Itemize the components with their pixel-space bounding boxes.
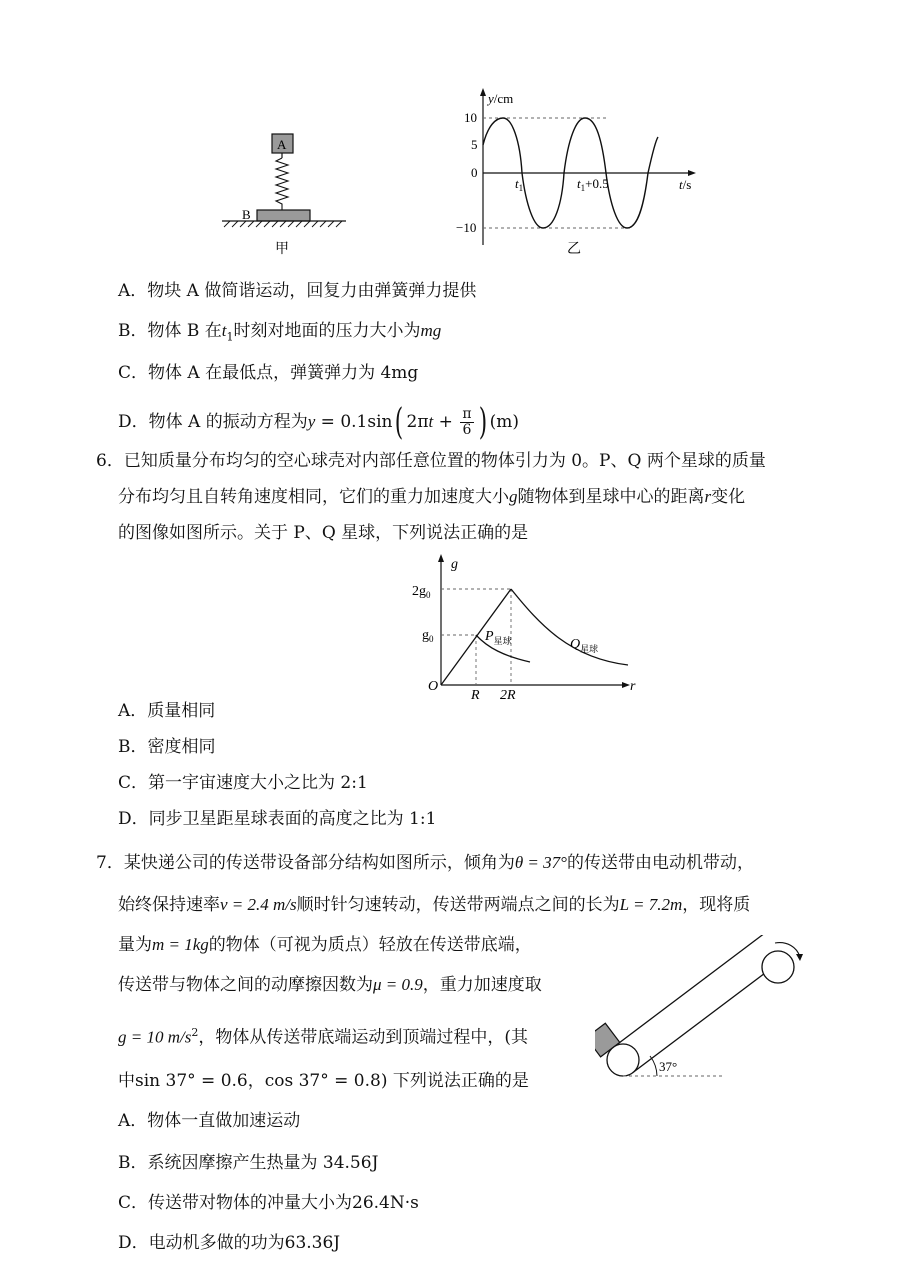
q6-stem-line2 — [118, 486, 745, 508]
spring — [276, 158, 288, 210]
q7-l6-post: ) 下列说法正确的是 — [380, 1071, 529, 1091]
q7-l4-eq: μ = 0.9 — [373, 975, 423, 994]
q7-l2-eq: v = 2.4 m/s — [220, 895, 297, 914]
q7-l6-eq1: sin 37° = 0.6 — [135, 1071, 248, 1091]
r-axis-arrow — [622, 682, 630, 688]
origin-label: O — [428, 679, 439, 694]
q7-l3-post: 的物体（可视为质点）轻放在传送带底端， — [208, 935, 532, 955]
q5-option-d-t: t — [428, 412, 434, 431]
q7-l2-eq2: L = 7.2m — [619, 895, 683, 914]
q5-option-b[interactable] — [118, 320, 441, 348]
tick-2R: 2R — [500, 688, 516, 700]
q7-stem-line6 — [118, 1070, 529, 1092]
q6-l2-pre: 分布均匀且自转角速度相同，它们的重力加速度大小 — [118, 487, 509, 507]
q5-option-d-plus: + — [433, 412, 459, 432]
q7-l5-eq: g = 10 m/s — [118, 1027, 192, 1047]
q7-l1-pre: 7．某快递公司的传送带设备部分结构如图所示，倾角为 — [96, 853, 515, 873]
q7-l6-sep: ， — [247, 1071, 265, 1091]
q7-option-b[interactable]: B．系统因摩擦产生热量为 34.56J — [118, 1153, 379, 1173]
q5-option-b-post: 时刻对地面的压力大小为 — [233, 321, 421, 341]
q5-option-c[interactable]: C．物体 A 在最低点，弹簧弹力为 4mg — [118, 363, 419, 383]
tick-neg10: −10 — [456, 220, 477, 235]
q7-option-a[interactable]: A．物体一直做加速运动 — [118, 1111, 301, 1131]
q7-l1-eq: θ = 37° — [514, 853, 567, 872]
q7-option-c[interactable]: C．传送带对物体的冲量大小为26.4N·s — [118, 1193, 419, 1213]
tick-5: 5 — [471, 137, 478, 152]
fig-jia-caption: 甲 — [275, 242, 289, 257]
q7-option-d[interactable]: D．电动机多做的功为63.36J — [118, 1233, 341, 1253]
q7-l3-eq: m = 1kg — [152, 935, 209, 954]
q5-option-d-eq: = 0.1sin — [315, 412, 393, 432]
q5-option-d-pre: D．物体 A 的振动方程为 — [118, 412, 308, 432]
r-axis-label: r — [630, 679, 636, 694]
q5-option-d-in: 2π — [406, 412, 429, 432]
g-axis-arrow — [438, 554, 444, 562]
q5-option-d-unit: (m) — [489, 412, 519, 432]
top-roller — [762, 951, 794, 983]
q6-stem-line3: 的图像如图所示。关于 P、Q 星球，下列说法正确的是 — [118, 523, 529, 543]
angle-label: 37° — [659, 1059, 678, 1074]
q7-l2-mid: 顺时针匀速转动，传送带两端点之间的长为 — [296, 895, 620, 915]
q6-stem-line1: 6．已知质量分布均匀的空心球壳对内部任意位置的物体引力为 0。P、Q 两个星球的质量 — [96, 451, 766, 471]
q7-l2-post: ，现将质 — [682, 895, 751, 915]
q7-l6-eq2: cos 37° = 0.8 — [264, 1071, 381, 1091]
q6-option-b[interactable]: B．密度相同 — [118, 737, 216, 757]
rotation-arrowhead — [796, 954, 803, 961]
block-b — [257, 210, 310, 221]
q7-stem-line5 — [118, 1022, 528, 1049]
tick-g0: $g_0$ — [422, 628, 434, 644]
vibration-graph — [440, 85, 710, 265]
bottom-roller — [607, 1044, 639, 1076]
q6-l2-r: r — [704, 487, 712, 506]
q6-l2-g: g — [509, 487, 518, 506]
q-curve — [511, 589, 628, 665]
q5-option-d[interactable]: D．物体 A 的振动方程为y = 0.1sin( 2πt + $\frac{\pi}{6}$ ) (m) — [118, 401, 519, 443]
block-b-label: B — [242, 207, 251, 222]
q7-stem-line1 — [96, 852, 754, 874]
q7-l1-post: 的传送带由电动机带动， — [566, 853, 754, 873]
q6-option-c[interactable]: C．第一宇宙速度大小之比为 2:1 — [118, 773, 368, 793]
y-axis-arrow — [480, 88, 486, 96]
q7-l6-pre: 中 — [118, 1071, 135, 1091]
tick-t1: $t_1$ — [515, 176, 524, 193]
p-label: $P_{星球}$ — [485, 629, 512, 646]
q7-l2-pre: 始终保持速率 — [118, 895, 220, 915]
q6-l2-post: 变化 — [711, 487, 746, 507]
belt-top — [613, 935, 768, 1047]
tick-2g0: $2g_0$ — [412, 584, 431, 600]
gravity-graph — [400, 550, 650, 700]
q5-option-b-t: t — [221, 321, 227, 340]
q5-option-b-pre: B．物体 B 在 — [118, 321, 222, 341]
tick-R: R — [471, 688, 480, 700]
y-axis-label: y/cm — [488, 91, 514, 106]
q6-option-a[interactable]: A．质量相同 — [118, 701, 216, 721]
q6-l2-mid: 随物体到星球中心的距离 — [517, 487, 705, 507]
t-axis-arrow — [688, 170, 696, 176]
q7-l5-sup: 2 — [191, 1026, 199, 1039]
q7-l4-post: ，重力加速度取 — [422, 975, 542, 995]
g-axis-label: g — [451, 557, 458, 572]
block-a-label: A — [277, 137, 287, 152]
q7-stem-line2 — [118, 894, 750, 916]
q6-option-d[interactable]: D．同步卫星距星球表面的高度之比为 1:1 — [118, 809, 437, 829]
tick-0: 0 — [471, 165, 478, 180]
q7-l5-post: ，物体从传送带底端运动到顶端过程中，(其 — [198, 1027, 528, 1048]
q5-option-b-mg: mg — [420, 321, 442, 340]
spring-block-figure — [200, 125, 360, 260]
tick-10: 10 — [464, 110, 477, 125]
fig-yi-caption: 乙 — [567, 242, 581, 257]
q5-option-d-y: y — [307, 412, 316, 431]
t-axis-label: t/s — [679, 177, 692, 192]
q7-l3-pre: 量为 — [118, 935, 152, 955]
conveyor-figure — [595, 935, 820, 1090]
q5-option-b-t-sub: 1 — [226, 330, 234, 344]
q7-l4-pre: 传送带与物体之间的动摩擦因数为 — [118, 975, 373, 995]
pi-over-6: $\frac{\pi}{6}$ — [462, 406, 472, 438]
q7-stem-line3 — [118, 934, 532, 956]
q5-option-a[interactable]: A．物块 A 做简谐运动，回复力由弹簧弹力提供 — [118, 281, 477, 301]
q-label: $Q_{星球}$ — [570, 637, 599, 654]
q7-stem-line4 — [118, 974, 542, 996]
tick-t1-plus: $t_1+0.5$ — [577, 176, 609, 193]
